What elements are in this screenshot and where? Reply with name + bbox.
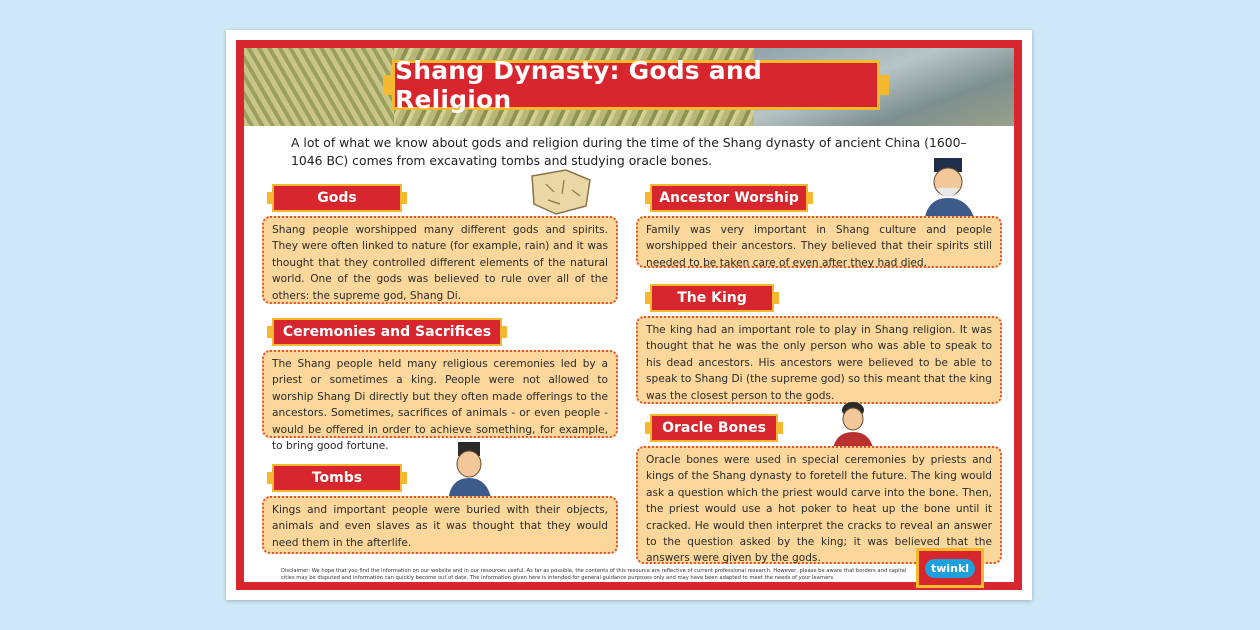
disclaimer: Disclaimer: We hope that you find the information on our website and in our resources useful. As far as possible, the contents of this resource are reflective of current professional research. However, please be aware that borders and capital cities may be disputed and information can quickly become out of date. The information given here is intended for general guidance purposes only and may have been adapted to meet the needs of your learners. [281, 568, 907, 581]
king-text-box: The king had an important role to play in Shang religion. It was thought that he was the only person who was able to speak to his dead ancestors. His ancestors were believed to be able to speak to Shang Di (the supreme god) so this meant that the king was the closest person to the gods. [636, 316, 1002, 404]
title-plaque [392, 56, 880, 114]
ceremonies-heading: Ceremonies and Sacrifices [272, 318, 502, 346]
ancestor-text-box: Family was very important in Shang culture and people worshipped their ancestors. They believed that their spirits still needed to be taken care of even after they had died. [636, 216, 1002, 268]
intro-text: A lot of what we know about gods and religion during the time of the Shang dynasty of ancient China (1600–1046 BC) comes from excavating tombs and studying oracle bones. [291, 135, 967, 168]
tomb-figure-icon [440, 442, 500, 502]
oracle-bone-icon [526, 166, 596, 218]
oracle-heading: Oracle Bones [650, 414, 778, 442]
ceremonies-text-box: The Shang people held many religious ceremonies led by a priest or sometimes a king. People were not allowed to worship Shang Di directly but they often made offerings to the ancestors. Sometimes, sacrifices of animals - or even people - would be offered in order to achieve something, for example, to bring good fortune. [262, 350, 618, 438]
king-heading: The King [650, 284, 774, 312]
logo-text: twinkl [925, 559, 975, 578]
oracle-text-box: Oracle bones were used in special ceremonies by priests and kings of the Shang dynasty to foretell the future. The king would ask a question which the priest would carve into the bone. Then, the priest would use a hot poker to heat up the bone until it cracked. He would then interpret the cracks to reveal an answer to the question asked by the king; it was believed that the answers were given by the gods. [636, 446, 1002, 564]
ancestor-heading: Ancestor Worship [650, 184, 808, 212]
rice-terrace-image [244, 48, 394, 126]
poster-sheet [226, 30, 1032, 600]
landscape-banner [244, 48, 1014, 126]
ancestor-figure-icon [916, 158, 982, 224]
gods-heading: Gods [272, 184, 402, 212]
tombs-text-box: Kings and important people were buried with their objects, animals and even slaves as it was thought that they would need them in the afterlife. [262, 496, 618, 554]
page-title: Shang Dynasty: Gods and Religion [395, 56, 762, 114]
poster-frame [236, 40, 1022, 590]
tombs-heading: Tombs [272, 464, 402, 492]
gods-text-box: Shang people worshipped many different gods and spirits. They were often linked to nature (for example, rain) and it was thought that they controlled different elements of the natural world. One of the gods was believed to rule over all of the others: the supreme god, Shang Di. [262, 216, 618, 304]
twinkl-logo [916, 548, 984, 588]
